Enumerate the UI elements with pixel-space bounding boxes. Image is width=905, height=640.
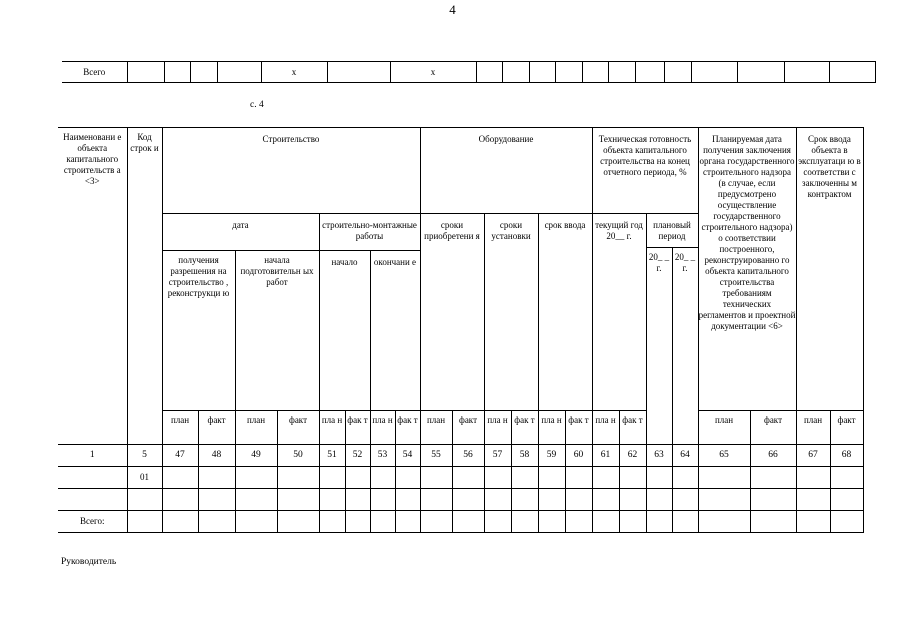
header-equipment: Оборудование bbox=[420, 128, 592, 214]
col-number: 48 bbox=[198, 445, 235, 467]
cell bbox=[619, 489, 646, 511]
header-object-name: Наименовани е объекта капитального строительств а <3> bbox=[58, 128, 127, 445]
fact-cell: фак т bbox=[565, 411, 592, 445]
cell bbox=[698, 467, 750, 489]
page-number: 4 bbox=[449, 2, 456, 17]
cell bbox=[784, 62, 829, 83]
plan-cell: план bbox=[796, 411, 830, 445]
cell bbox=[592, 467, 619, 489]
col-number: 1 bbox=[58, 445, 127, 467]
cell bbox=[538, 467, 565, 489]
header-acquisition: сроки приобретени я bbox=[420, 214, 484, 411]
plan-cell: план bbox=[420, 411, 452, 445]
cell bbox=[370, 489, 395, 511]
cell bbox=[162, 467, 198, 489]
cell bbox=[235, 511, 277, 533]
cell bbox=[672, 511, 698, 533]
fact-cell: факт bbox=[452, 411, 484, 445]
table-row bbox=[58, 489, 863, 511]
total-row bbox=[58, 511, 863, 533]
cell bbox=[58, 467, 127, 489]
header-construction: Строительство bbox=[162, 128, 420, 214]
header-row-code: Код строк и bbox=[127, 128, 162, 445]
cell bbox=[538, 489, 565, 511]
plan-cell: план bbox=[235, 411, 277, 445]
plan-cell: пла н bbox=[370, 411, 395, 445]
cell bbox=[698, 489, 750, 511]
cell bbox=[565, 511, 592, 533]
plan-cell: план bbox=[698, 411, 750, 445]
cell bbox=[565, 489, 592, 511]
director-signature-label: Руководитель bbox=[61, 557, 117, 567]
cell bbox=[370, 511, 395, 533]
cell bbox=[672, 489, 698, 511]
cell bbox=[484, 467, 511, 489]
header-commissioning-term: Срок ввода объекта в эксплуатаци ю в соответстви с заключенны м контрактом bbox=[796, 128, 863, 411]
header-current-year: текущий год 20__ г. bbox=[592, 214, 646, 411]
cell bbox=[646, 511, 672, 533]
column-number-row bbox=[58, 445, 863, 467]
fact-cell: фак т bbox=[395, 411, 420, 445]
header-year-b: 20_ _ г. bbox=[672, 248, 698, 445]
cell bbox=[829, 62, 875, 83]
fact-cell: факт bbox=[830, 411, 863, 445]
col-number: 49 bbox=[235, 445, 277, 467]
col-number: 51 bbox=[319, 445, 345, 467]
cell bbox=[395, 467, 420, 489]
x-mark: x bbox=[261, 62, 327, 83]
col-number: 59 bbox=[538, 445, 565, 467]
cell bbox=[127, 62, 164, 83]
col-number: 67 bbox=[796, 445, 830, 467]
cell bbox=[420, 511, 452, 533]
cell bbox=[452, 467, 484, 489]
cell bbox=[162, 511, 198, 533]
cell bbox=[830, 467, 863, 489]
cell bbox=[198, 511, 235, 533]
header-readiness: Техническая готовность объекта капитального строительства на конец отчетного периода, % bbox=[592, 128, 698, 214]
cell bbox=[698, 511, 750, 533]
row-code bbox=[127, 489, 162, 511]
header-cmw: строительно-монтажные работы bbox=[319, 214, 420, 251]
col-number: 47 bbox=[162, 445, 198, 467]
col-number: 5 bbox=[127, 445, 162, 467]
cell bbox=[672, 467, 698, 489]
cell bbox=[619, 511, 646, 533]
col-number: 64 bbox=[672, 445, 698, 467]
cell bbox=[345, 467, 370, 489]
cell bbox=[484, 511, 511, 533]
cell bbox=[691, 62, 737, 83]
col-number: 55 bbox=[420, 445, 452, 467]
cell bbox=[511, 467, 538, 489]
cell bbox=[164, 62, 190, 83]
cell bbox=[345, 511, 370, 533]
col-number: 56 bbox=[452, 445, 484, 467]
col-number: 62 bbox=[619, 445, 646, 467]
top-totals-row bbox=[62, 62, 875, 83]
cell bbox=[190, 62, 217, 83]
cell bbox=[635, 62, 664, 83]
cell bbox=[592, 511, 619, 533]
cell bbox=[796, 467, 830, 489]
total-label: Всего bbox=[62, 62, 127, 83]
fact-cell: факт bbox=[198, 411, 235, 445]
col-number: 63 bbox=[646, 445, 672, 467]
col-number: 52 bbox=[345, 445, 370, 467]
header-prep-start: начала подготовительн ых работ bbox=[235, 251, 319, 411]
cell bbox=[420, 489, 452, 511]
cell bbox=[217, 62, 261, 83]
cell bbox=[476, 62, 502, 83]
cell bbox=[538, 511, 565, 533]
header-start: начало bbox=[319, 251, 370, 411]
header-plan-fact-row bbox=[58, 411, 863, 445]
header-installation: сроки установки bbox=[484, 214, 538, 411]
fact-cell: фак т bbox=[511, 411, 538, 445]
cell bbox=[370, 467, 395, 489]
cell bbox=[619, 467, 646, 489]
cell bbox=[277, 489, 319, 511]
plan-cell: пла н bbox=[484, 411, 511, 445]
cell bbox=[511, 511, 538, 533]
cell bbox=[737, 62, 784, 83]
col-number: 61 bbox=[592, 445, 619, 467]
plan-cell: пла н bbox=[592, 411, 619, 445]
cell bbox=[420, 467, 452, 489]
cell bbox=[327, 62, 390, 83]
cell bbox=[502, 62, 529, 83]
fact-cell: фак т bbox=[619, 411, 646, 445]
cell bbox=[277, 511, 319, 533]
header-planned-conclusion: Планируемая дата получения заключения органа государственного строительного надзора (в случае, если предусмотрено осуществление государственного строительного надзора) о соответствии построенного, реконструированно го объекта капитального строительства требованиям технических регламентов и проектной документации <6> bbox=[698, 128, 796, 411]
col-number: 58 bbox=[511, 445, 538, 467]
col-number: 50 bbox=[277, 445, 319, 467]
cell bbox=[395, 489, 420, 511]
cell bbox=[277, 467, 319, 489]
col-number: 68 bbox=[830, 445, 863, 467]
cell bbox=[830, 489, 863, 511]
header-row-1 bbox=[58, 128, 863, 214]
cell bbox=[395, 511, 420, 533]
cell bbox=[511, 489, 538, 511]
cell bbox=[565, 467, 592, 489]
col-number: 66 bbox=[750, 445, 796, 467]
fact-cell: факт bbox=[750, 411, 796, 445]
cell bbox=[162, 489, 198, 511]
col-number: 57 bbox=[484, 445, 511, 467]
cell bbox=[750, 467, 796, 489]
cell bbox=[830, 511, 863, 533]
cell bbox=[452, 511, 484, 533]
col-number: 53 bbox=[370, 445, 395, 467]
header-end: окончани е bbox=[370, 251, 420, 411]
x-mark: x bbox=[390, 62, 476, 83]
cell bbox=[452, 489, 484, 511]
col-number: 60 bbox=[565, 445, 592, 467]
cell bbox=[664, 62, 691, 83]
cell bbox=[319, 467, 345, 489]
header-planned-period: плановый период bbox=[646, 214, 698, 248]
plan-cell: пла н bbox=[319, 411, 345, 445]
cell bbox=[608, 62, 635, 83]
plan-cell: план bbox=[162, 411, 198, 445]
fact-cell: факт bbox=[277, 411, 319, 445]
cell bbox=[127, 511, 162, 533]
cell bbox=[592, 489, 619, 511]
total-label: Всего: bbox=[58, 511, 127, 533]
row-code: 01 bbox=[127, 467, 162, 489]
cell bbox=[646, 489, 672, 511]
cell bbox=[750, 511, 796, 533]
cell bbox=[529, 62, 555, 83]
col-number: 54 bbox=[395, 445, 420, 467]
cell bbox=[58, 489, 127, 511]
cell bbox=[319, 511, 345, 533]
section-label: с. 4 bbox=[250, 100, 264, 110]
cell bbox=[796, 511, 830, 533]
cell bbox=[345, 489, 370, 511]
totals-table-top bbox=[62, 61, 876, 83]
cell bbox=[319, 489, 345, 511]
header-date: дата bbox=[162, 214, 319, 251]
plan-cell: пла н bbox=[538, 411, 565, 445]
header-permit: получения разрешения на строительство , реконструкци ю bbox=[162, 251, 235, 411]
cell bbox=[198, 489, 235, 511]
cell bbox=[235, 467, 277, 489]
cell bbox=[484, 489, 511, 511]
header-year-a: 20_ _ г. bbox=[646, 248, 672, 445]
cell bbox=[235, 489, 277, 511]
table-row bbox=[58, 467, 863, 489]
cell bbox=[582, 62, 608, 83]
cell bbox=[646, 467, 672, 489]
cell bbox=[796, 489, 830, 511]
cell bbox=[555, 62, 582, 83]
construction-report-table bbox=[58, 127, 864, 533]
fact-cell: фак т bbox=[345, 411, 370, 445]
header-input-term: срок ввода bbox=[538, 214, 592, 411]
cell bbox=[198, 467, 235, 489]
col-number: 65 bbox=[698, 445, 750, 467]
cell bbox=[750, 489, 796, 511]
